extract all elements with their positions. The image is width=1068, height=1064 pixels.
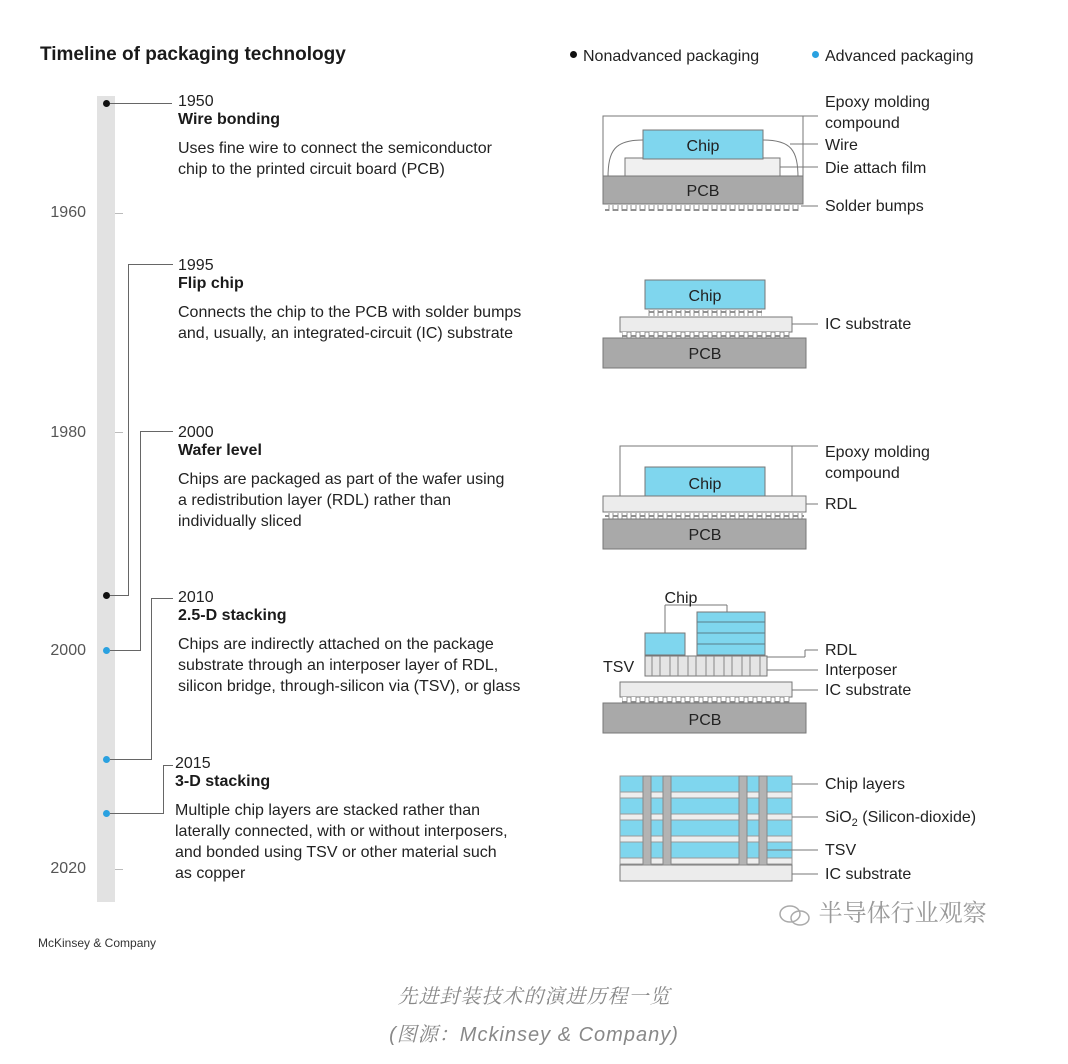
- solder-bumps-shape: [622, 332, 790, 338]
- event-year: 2015: [175, 755, 211, 772]
- desc-line: laterally connected, with or without interposers,: [175, 823, 508, 840]
- watermark: [778, 893, 987, 928]
- caption-line-2: (图源：Mckinsey & Company): [389, 1024, 679, 1046]
- label-interposer: Interposer: [825, 662, 898, 679]
- desc-line: silicon bridge, through-silicon via (TSV), or glass: [178, 678, 521, 695]
- desc-line: Chips are packaged as part of the wafer using: [178, 471, 505, 488]
- caption-line-1: 先进封装技术的演进历程一览: [397, 986, 671, 1008]
- axis-year-2020: 2020: [50, 860, 86, 877]
- desc-line: chip to the printed circuit board (PCB): [178, 161, 445, 178]
- tsv-pillar: [663, 776, 671, 865]
- tsv-pillar: [643, 776, 651, 865]
- pcb-label: PCB: [688, 527, 722, 544]
- desc-line: Connects the chip to the PCB with solder bumps: [178, 304, 522, 321]
- sio-text: SiO: [825, 809, 852, 826]
- desc-line: and, usually, an integrated-circuit (IC) substrate: [178, 325, 513, 342]
- chip-label: Chip: [686, 138, 720, 155]
- label-ic-substrate: IC substrate: [825, 682, 912, 699]
- desc-line: Uses fine wire to connect the semiconductor: [178, 140, 492, 157]
- ic-substrate-shape: [620, 682, 792, 697]
- diagram-wafer-level: [603, 446, 818, 549]
- label-line: compound: [825, 465, 900, 482]
- watermark-text: 半导体行业观察: [818, 900, 987, 927]
- source-label: McKinsey & Company: [38, 936, 157, 950]
- solder-bumps-shape: [605, 205, 801, 211]
- axis-year-2000: 2000: [50, 642, 86, 659]
- solder-bumps-shape: [605, 513, 804, 519]
- desc-line: Multiple chip layers are stacked rather than: [175, 802, 481, 819]
- event-name: Wire bonding: [178, 111, 281, 128]
- desc-line: as copper: [175, 865, 246, 882]
- wechat-icon: [778, 904, 812, 926]
- tsv-pillar: [759, 776, 767, 865]
- desc-line: substrate through an interposer layer of RDL,: [178, 657, 499, 674]
- label-line: Epoxy molding: [825, 444, 930, 461]
- label-ic-substrate: IC substrate: [825, 316, 912, 333]
- wechat-icon-svg: [778, 904, 812, 926]
- rdl-shape: [603, 496, 806, 512]
- label-line: compound: [825, 115, 900, 132]
- label-rdl: RDL: [825, 496, 858, 513]
- pcb-label: PCB: [686, 183, 720, 200]
- pcb-label: PCB: [688, 346, 722, 363]
- event-year: 1950: [178, 93, 214, 110]
- legend-nonadvanced-label: Nonadvanced packaging: [583, 48, 760, 65]
- diagram-3d-stacking: [620, 776, 818, 881]
- ic-substrate-shape: [620, 865, 792, 881]
- label-chip-layers: Chip layers: [825, 776, 906, 793]
- label-tsv: TSV: [825, 842, 857, 859]
- event-name: 3-D stacking: [175, 773, 271, 790]
- event-name: Flip chip: [178, 275, 244, 292]
- diagram-wire-bonding: [603, 116, 818, 211]
- diagram-flip-chip: [603, 280, 818, 368]
- label-wire: Wire: [825, 137, 858, 154]
- label-rdl: RDL: [825, 642, 858, 659]
- chip-label: Chip: [688, 476, 722, 493]
- desc-line: individually sliced: [178, 513, 302, 530]
- event-name: Wafer level: [178, 442, 262, 459]
- chart-title: Timeline of packaging technology: [40, 44, 346, 65]
- label-solder-bumps: Solder bumps: [825, 198, 924, 215]
- event-year: 2010: [178, 589, 214, 606]
- label-die-attach-film: Die attach film: [825, 160, 927, 177]
- tsv-pillar: [739, 776, 747, 865]
- axis-year-1980: 1980: [50, 424, 86, 441]
- desc-line: Chips are indirectly attached on the package: [178, 636, 494, 653]
- event-name: 2.5-D stacking: [178, 607, 287, 624]
- ic-substrate-shape: [620, 317, 792, 332]
- event-year: 2000: [178, 424, 214, 441]
- legend-advanced-label: Advanced packaging: [825, 48, 974, 65]
- solder-bumps-shape: [648, 310, 762, 316]
- sio-suffix: (Silicon-dioxide): [857, 809, 977, 826]
- chip-left-shape: [645, 633, 685, 655]
- label-line: Epoxy molding: [825, 94, 930, 111]
- solder-bumps-shape: [622, 697, 790, 703]
- diagram-2-5d-stacking: [603, 590, 818, 733]
- label-epoxy-molding: [825, 92, 930, 134]
- tsv-label: TSV: [603, 659, 635, 676]
- label-ic-substrate: IC substrate: [825, 866, 912, 883]
- chip-label: Chip: [688, 288, 722, 305]
- desc-line: a redistribution layer (RDL) rather than: [178, 492, 452, 509]
- axis-year-1960: 1960: [50, 204, 86, 221]
- chip-label: Chip: [664, 590, 698, 607]
- sio-subscript: 2: [851, 817, 858, 830]
- label-sio2: [825, 807, 976, 834]
- desc-line: and bonded using TSV or other material such: [175, 844, 497, 861]
- label-epoxy-molding: [825, 442, 930, 484]
- pcb-label: PCB: [688, 712, 722, 729]
- event-year: 1995: [178, 257, 214, 274]
- die-attach-shape: [625, 158, 780, 176]
